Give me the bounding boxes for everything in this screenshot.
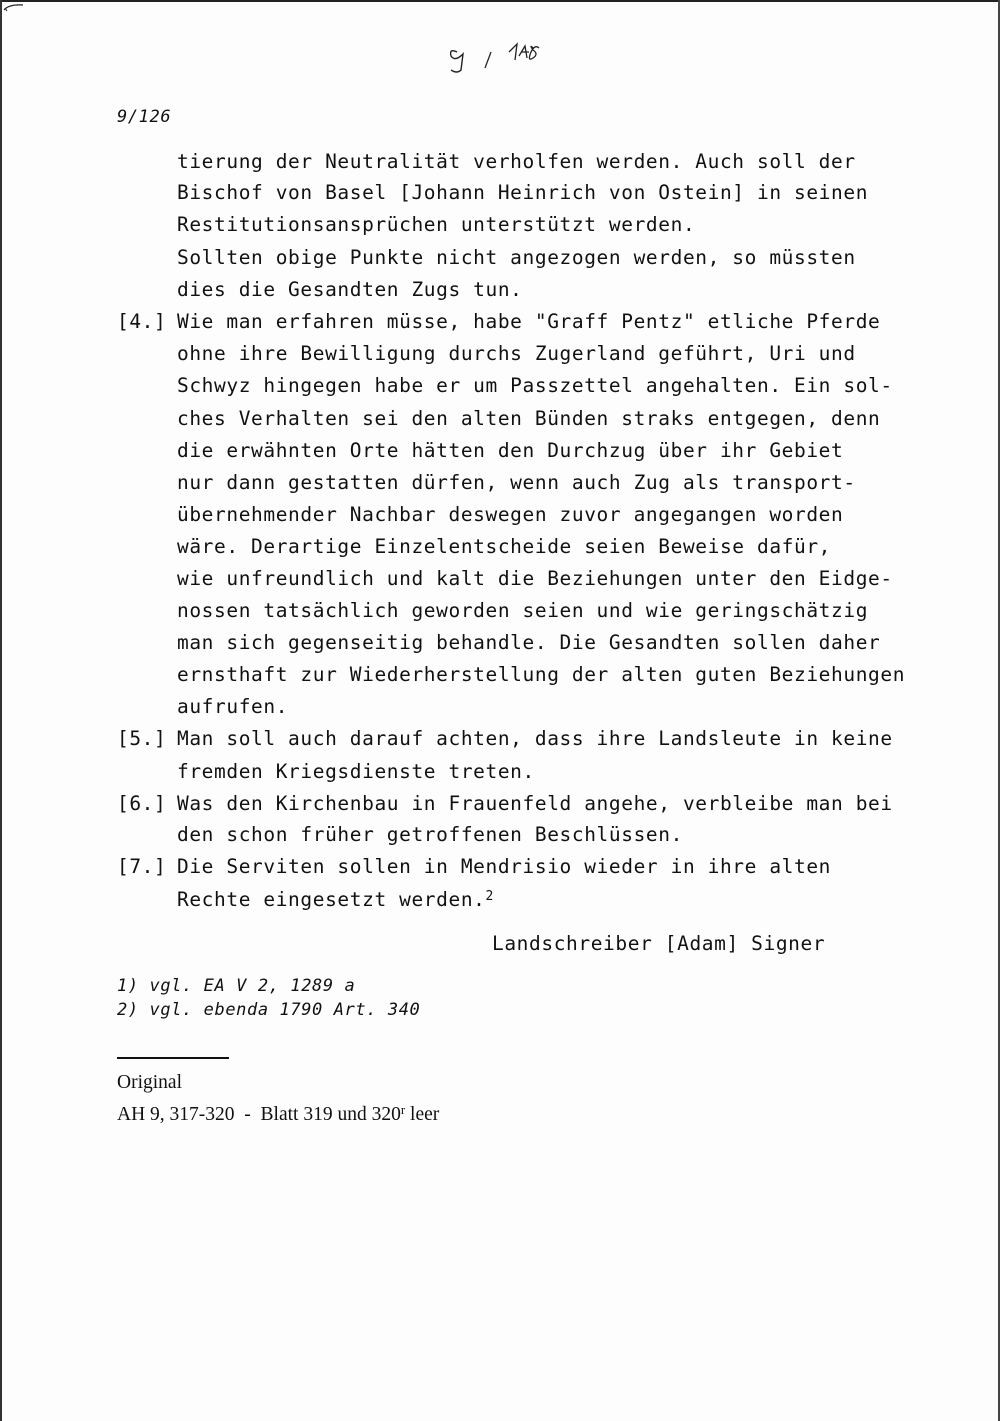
body-line: die erwähnten Orte hätten den Durchzug über ihr Gebiet — [177, 439, 844, 462]
body-line: nossen tatsächlich geworden seien und wie geringschätzig — [177, 599, 869, 622]
item-number: [4.] — [117, 310, 167, 333]
item-number: [5.] — [117, 727, 167, 750]
body-line: Restitutionsansprüchen unterstützt werden. — [177, 213, 696, 236]
body-line: Bischof von Basel [Johann Heinrich von Ostein] in seinen — [177, 181, 869, 204]
body-line: Schwyz hingegen habe er um Passzettel angehalten. Ein sol- — [177, 374, 893, 397]
body-line: Die Serviten sollen in Mendrisio wieder in ihre alten — [177, 855, 832, 878]
scan-edge-top — [0, 0, 1000, 2]
body-line-text: Rechte eingesetzt werden. — [177, 888, 486, 911]
item-number: [7.] — [117, 855, 167, 878]
divider — [117, 1057, 229, 1059]
body-line: wäre. Derartige Einzelentscheide seien Beweise dafür, — [177, 535, 832, 558]
body-line-with-footnote — [177, 890, 494, 913]
body-line: aufrufen. — [177, 695, 289, 718]
corner-mark-icon — [3, 2, 25, 12]
signature: Landschreiber [Adam] Signer — [492, 932, 826, 955]
body-line: übernehmender Nachbar deswegen zuvor angegangen worden — [177, 503, 844, 526]
body-line: nur dann gestatten dürfen, wenn auch Zug als transport- — [177, 471, 856, 494]
body-line: dies die Gesandten Zugs tun. — [177, 278, 523, 301]
body-line: wie unfreundlich und kalt die Beziehungen unter den Eidge- — [177, 567, 893, 590]
body-line: fremden Kriegsdienste treten. — [177, 760, 535, 783]
footnote: 1) vgl. EA V 2, 1289 a — [117, 976, 356, 996]
handwritten-archive-mark — [445, 38, 555, 78]
body-line: ernsthaft zur Wiederherstellung der alten guten Beziehungen — [177, 663, 906, 686]
body-line: ches Verhalten sei den alten Bünden straks entgegen, denn — [177, 407, 881, 430]
body-line: Was den Kirchenbau in Frauenfeld angehe, verbleibe man bei — [177, 792, 893, 815]
source-suffix: leer — [405, 1104, 440, 1125]
source-reference — [117, 1104, 439, 1126]
body-line: Man soll auch darauf achten, dass ihre Landsleute in keine — [177, 727, 893, 750]
body-line: tierung der Neutralität verholfen werden. Auch soll der — [177, 150, 856, 173]
footnote: 2) vgl. ebenda 1790 Art. 340 — [117, 1000, 421, 1020]
scan-edge-left — [0, 0, 2, 1421]
source-label: Original — [117, 1072, 182, 1093]
source-superscript: r — [400, 1102, 406, 1117]
source-reference-text: AH 9, 317-320 - Blatt 319 und 320 — [117, 1104, 401, 1125]
body-line: den schon früher getroffenen Beschlüssen. — [177, 823, 683, 846]
page-reference: 9/126 — [117, 107, 172, 127]
item-number: [6.] — [117, 792, 167, 815]
footnote-marker: 2 — [485, 889, 494, 904]
body-line: Wie man erfahren müsse, habe "Graff Pentz" etliche Pferde — [177, 310, 881, 333]
body-line: man sich gegenseitig behandle. Die Gesandten sollen daher — [177, 631, 881, 654]
body-line: Sollten obige Punkte nicht angezogen werden, so müssten — [177, 246, 856, 269]
body-line: ohne ihre Bewilligung durchs Zugerland geführt, Uri und — [177, 342, 856, 365]
